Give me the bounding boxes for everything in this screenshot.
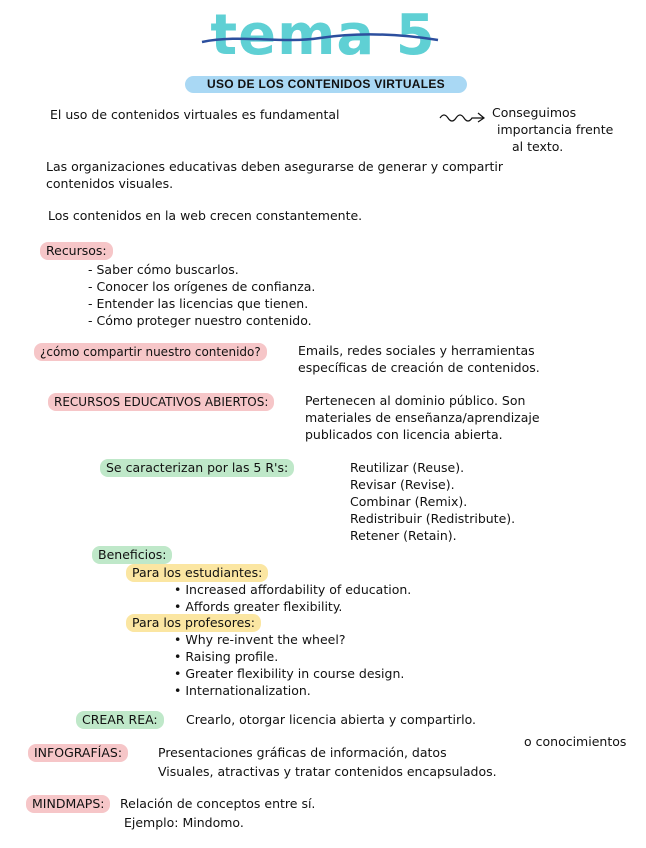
- rs-item-3: Combinar (Remix).: [350, 494, 468, 509]
- intro-line-2b: contenidos visuales.: [46, 176, 174, 191]
- subtitle-banner: USO DE LOS CONTENIDOS VIRTUALES: [185, 76, 467, 93]
- intro-line-1: El uso de contenidos virtuales es fundamental: [50, 107, 340, 122]
- intro-note-1: Conseguimos: [492, 105, 577, 120]
- infografias-text-2: Visuales, atractivas y tratar contenidos encapsulados.: [158, 764, 497, 779]
- intro-line-3: Los contenidos en la web crecen constantemente.: [48, 208, 363, 223]
- title-block: [0, 4, 646, 68]
- title-text: tema 5: [210, 3, 436, 68]
- compartir-label: ¿cómo compartir nuestro contenido?: [34, 343, 267, 361]
- profesores-item-2: • Raising profile.: [174, 649, 279, 664]
- intro-line-2a: Las organizaciones educativas deben asegurarse de generar y compartir: [46, 159, 504, 174]
- estudiantes-label: Para los estudiantes:: [126, 564, 268, 582]
- rs-item-5: Retener (Retain).: [350, 528, 457, 543]
- recursos-item-2: - Conocer los orígenes de confianza.: [88, 279, 316, 294]
- infografias-text-1b: o conocimientos: [524, 734, 627, 749]
- rs-item-2: Revisar (Revise).: [350, 477, 455, 492]
- crear-text: Crearlo, otorgar licencia abierta y compartirlo.: [186, 712, 477, 727]
- infografias-label: INFOGRAFÍAS:: [28, 744, 128, 762]
- rea-text-1: Pertenecen al dominio público. Son: [305, 393, 526, 408]
- recursos-item-4: - Cómo proteger nuestro contenido.: [88, 313, 312, 328]
- rea-text-3: publicados con licencia abierta.: [305, 427, 503, 442]
- profesores-item-1: • Why re-invent the wheel?: [174, 632, 346, 647]
- beneficios-label: Beneficios:: [92, 546, 172, 564]
- profesores-item-3: • Greater flexibility in course design.: [174, 666, 405, 681]
- compartir-text-2: específicas de creación de contenidos.: [298, 360, 540, 375]
- intro-note-2: importancia frente: [497, 122, 614, 137]
- mindmaps-label: MINDMAPS:: [26, 795, 110, 813]
- rs-item-4: Redistribuir (Redistribute).: [350, 511, 516, 526]
- rea-text-2: materiales de enseñanza/aprendizaje: [305, 410, 540, 425]
- page-title: [210, 4, 435, 68]
- rs-item-1: Reutilizar (Reuse).: [350, 460, 465, 475]
- intro-note-3: al texto.: [512, 139, 564, 154]
- rea-label: RECURSOS EDUCATIVOS ABIERTOS:: [48, 393, 274, 411]
- mindmaps-text-2: Ejemplo: Mindomo.: [124, 815, 244, 830]
- profesores-item-4: • Internationalization.: [174, 683, 311, 698]
- estudiantes-item-2: • Affords greater flexibility.: [174, 599, 343, 614]
- profesores-label: Para los profesores:: [126, 614, 261, 632]
- mindmaps-text-1: Relación de conceptos entre sí.: [120, 796, 316, 811]
- estudiantes-item-1: • Increased affordability of education.: [174, 582, 412, 597]
- squiggle-arrow-icon: [438, 110, 488, 124]
- rs-label: Se caracterizan por las 5 R's:: [100, 459, 294, 477]
- recursos-label: Recursos:: [40, 242, 113, 260]
- compartir-text-1: Emails, redes sociales y herramientas: [298, 343, 535, 358]
- recursos-item-3: - Entender las licencias que tienen.: [88, 296, 309, 311]
- recursos-item-1: - Saber cómo buscarlos.: [88, 262, 239, 277]
- infografias-text-1: Presentaciones gráficas de información, datos: [158, 745, 447, 760]
- crear-label: CREAR REA:: [76, 711, 164, 729]
- title-strike-line: [200, 30, 440, 48]
